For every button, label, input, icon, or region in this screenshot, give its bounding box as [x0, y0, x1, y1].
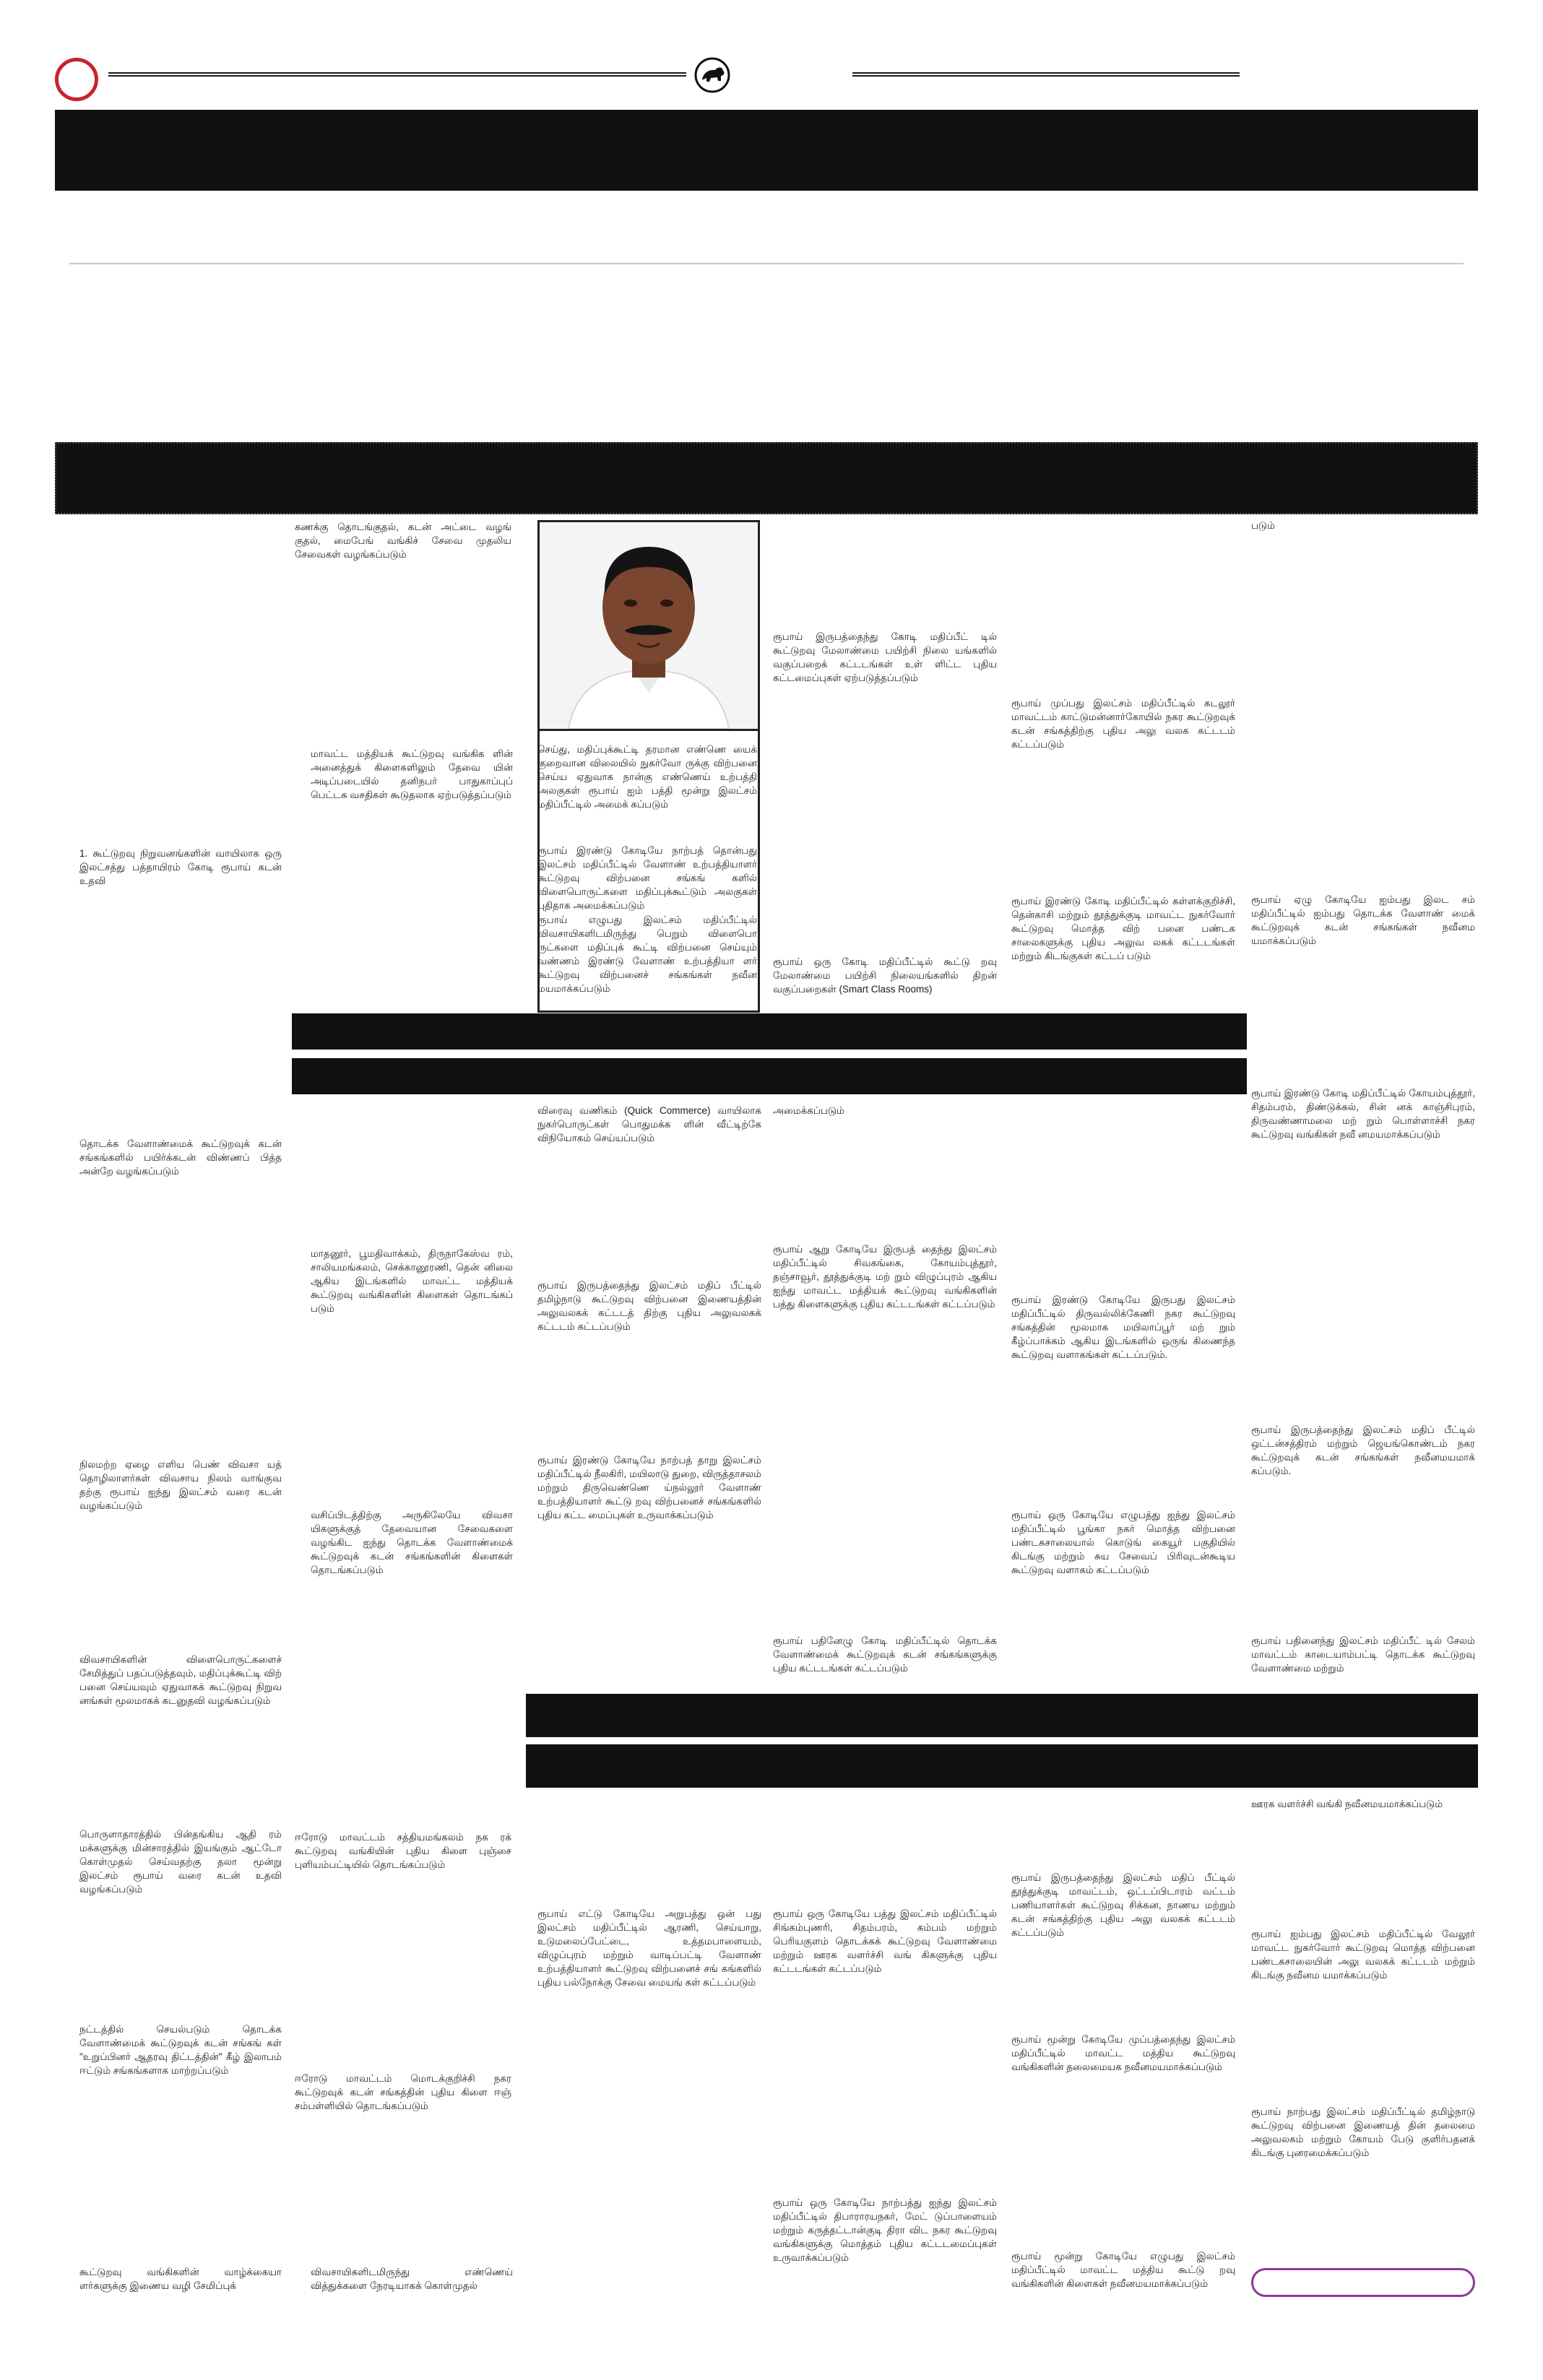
- mid-band-1: [292, 1013, 1247, 1050]
- news-item: ரூபாய் இரண்டு கோடியே நாற்பத் தாறு இலட்சம் மதிப்பீட்டில் நீலகிரி, மயிலாடு துறை, விருத்தாசலம் மற்றும் திருவெண்ணெ ய்நல்லூர் வேளாண் உற்பத்தியாளர் கூட்டு றவு விற்பனைச் சங்கங்களில் புதிய கட்ட மைப்புகள் உருவாக்கப்படும்: [537, 1455, 761, 1520]
- news-item: நட்டத்தில் செயல்படும் தொடக்க வேளாண்மைக் கூட்டுறவுக் கடன் சங்கங் கள் "உறுப்பினர் ஆதரவு திட்டத்தின்" கீழ் இலாபம் ஈட்டும் சங்கங்களாக மாற்றப்படும்: [79, 2024, 282, 2076]
- news-item: ஊரக வளர்ச்சி வங்கி நவீனமயமாக்கப்படும்: [1251, 1799, 1443, 1809]
- news-item: ரூபாய் எட்டு கோடியே அறுபத்து ஒன் பது இலட்சம் மதிப்பீட்டில் ஆரணி, செய்யாறு, உடுமலைப்பேட்டை, உத்தமபாளையம், விழுப்புரம் மற்றும் வாடிப்பட்டி வேளாண் உற்பத்தியாளர் கூட்டுறவு விற்பனைச் சங் கங்களில் புதிய பல்நோக்கு சேவை மையங் கள் கட்டப்படும்: [537, 1908, 761, 1988]
- news-item: ரூபாய் பதினைந்து இலட்சம் மதிப்பீட் டில் சேலம் மாவட்டம் காடையாம்பட்டி தொடக்க கூட்டுறவு வேளாண்மை மற்றும்: [1251, 1635, 1475, 1674]
- news-item: ஈரோடு மாவட்டம் சத்தியமங்கலம் நக ரக் கூட்டுறவு வங்கியின் புதிய கிளை புஞ்சை புளியம்பட்டியில் தொடங்கப்படும்: [295, 1832, 511, 1870]
- news-item: ரூபாய் பதினேழு கோடி மதிப்பீட்டில் தொடக்க வேளாண்மைக் கூட்டுறவுக் கடன் சங்கங்களுக்கு புதிய கட்டடங்கள் கட்டப்படும்: [773, 1635, 997, 1674]
- news-item: ரூபாய் இரண்டு கோடியே இருபது இலட்சம் மதிப்பீட்டில் திருவல்லிக்கேணி நகர கூட்டுறவு சங்கத்தின் மூலமாக மயிலாப்பூர் மற் றும் கீழ்ப்பாக்கம் ஆகிய இடங்களில் ஒருங் கிணைந்த கூட்டுறவு வளாகங்கள் கட்டப்படும்.: [1011, 1294, 1235, 1360]
- masthead-rule-left: [108, 72, 686, 77]
- footer-pill: [1251, 2268, 1475, 2297]
- news-item: ரூபாய் ஆறு கோடியே இருபத் தைந்து இலட்சம் மதிப்பீட்டில் சிவகங்கை, கோயம்புத்தூர், தஞ்சாவூர், தூத்துக்குடி மற் றும் விழுப்புரம் ஆகிய ஐந்து மாவட்ட மத்தியக் கூட்டுறவு வங்கிகளின் பத்து கிளைகளுக்கு புதிய கட்டடங்கள் கட்டப்படும்: [773, 1244, 997, 1310]
- header-divider: [69, 263, 1464, 264]
- portrait-photo: [537, 520, 760, 731]
- news-item: ரூபாய் இரண்டு கோடியே நாற்பத் தொன்பது இலட்சம் மதிப்பீட்டில் வேளாண் உற்பத்தியாளர் கூட்டுறவு விற்பனை சங்கங் களில் விளைபொருட்களை மதிப்புக்கூட்டும் அலகுகள் புதிதாக அமைக்கப்படும்: [537, 845, 757, 911]
- news-item: ரூபாய் மூன்று கோடியே எழுபது இலட்சம் மதிப்பீட்டில் மாவட்ட மத்திய கூட்டு றவு வங்கிகளின் கிளைகள் நவீனமயமாக்கப்படும்: [1011, 2251, 1235, 2289]
- lower-band-1: [526, 1694, 1478, 1737]
- news-item: படும்: [1251, 520, 1275, 531]
- news-item: விவசாயிகளிடமிருந்து எண்ணெய் வித்துக்களை நேரடியாகக் கொள்முதல்: [311, 2267, 513, 2291]
- news-item: ரூபாய் ஒரு கோடியே பத்து இலட்சம் மதிப்பீட்டில் சிங்கம்புணரி, சிதம்பரம், கம்பம் மற்றும் பெரியகுளம் தொடக்கக் கூட்டுறவு வேளாண்மை மற்றும் ஊரக வளர்ச்சி வங் கிகளுக்கு புதிய கட்டடங்கள் கட்டப்படும்: [773, 1908, 997, 1974]
- news-item: செய்து, மதிப்புக்கூட்டி தரமான எண்ணெ யைக் குறைவான விலையில் நுகர்வோ ருக்கு விற்பனை செய்ய ஏதுவாக நான்கு எண்ணெய் உற்பத்தி அலகுகள் ரூபாய் ஐம் பத்தி மூன்று இலட்சம் மதிப்பீட்டில் அமைக் கப்படும்: [537, 744, 757, 810]
- news-item: நிலமற்ற ஏழை எளிய பெண் விவசா யத் தொழிலாளர்கள் விவசாய நிலம் வாங்குவ தற்கு ரூபாய் ஐந்து இலட்சம் வரை கடன் வழங்கப்படும்: [79, 1459, 282, 1511]
- news-item: தொடக்க வேளாண்மைக் கூட்டுறவுக் கடன் சங்கங்களில் பயிர்க்கடன் விண்ணப் பித்த அன்றே வழங்கப்படும்: [79, 1138, 282, 1177]
- headline-band: [55, 110, 1478, 191]
- news-item: ரூபாய் மூன்று கோடியே முப்பத்தைந்து இலட்சம் மதிப்பீட்டில் மாவட்ட மத்திய கூட்டுறவு வங்கிகளின் தலைமையக நவீனமயமாக்கப்படும்: [1011, 2034, 1235, 2072]
- mid-band-2: [292, 1058, 1247, 1094]
- news-item: ரூபாய் இருபத்தைந்து இலட்சம் மதிப் பீட்டில் தமிழ்நாடு கூட்டுறவு விற்பனை இணையத்தின் அலுவலகக் கட்டடத் திற்கு புதிய அலுவலகக் கட்டடம் கட்டப்படும்: [537, 1280, 761, 1332]
- news-item: ரூபாய் ஒரு கோடியே நாற்பத்து ஐந்து இலட்சம் மதிப்பீட்டில் திபாராரயநகர், மேட் டுப்பாளையம் மற்றும் கருத்தட்டான்குடி திரா விட நகர கூட்டுறவு வங்கிகளுக்கு மொத்தம் புதிய கட்டடமைப்புகள் உருவாக்கப்படும்: [773, 2197, 997, 2263]
- masthead-rule-right: [852, 72, 1240, 77]
- animal-emblem-icon: [693, 56, 731, 94]
- news-item: கூட்டுறவு வங்கிகளின் வாழ்க்கையா ளர்களுக்கு இணைய வழி சேமிப்புக்: [79, 2267, 282, 2291]
- news-item: மாவட்ட மத்தியக் கூட்டுறவு வங்கிக ளின் அனைத்துக் கிளைகளிலும் தேவை யின் அடிப்படையில் தனிநபர் பாதுகாப்புப் பெட்டக வசதிகள் கூடுதலாக ஏற்படுத்தப்படும்: [311, 748, 513, 800]
- news-item: ரூபாய் ஏழு கோடியே ஐம்பது இலட சம் மதிப்பீட்டில் ஐம்பது தொடக்க வேளாண் மைக் கூட்டுறவுக் கடன் சங்கங்கள் நவீனம யமாக்கப்படும்: [1251, 894, 1475, 946]
- news-item: ரூபாய் ஒரு கோடி மதிப்பீட்டில் கூட்டு றவு மேலாண்மை பயிற்சி நிலையங்களில் திறன் வகுப்பறைகள் (Smart Class Rooms): [773, 956, 997, 995]
- portrait-illustration: [540, 522, 758, 729]
- news-item: வசிப்பிடத்திற்கு அருகிலேயே விவசா யிகளுக்குத் தேவையான சேவைகளை வழங்கிட ஐந்து தொடக்க வேளாண்மைக் கூட்டுறவுக் கடன் சங்கங்களின் கிளைகள் தொடங்கப்படும்: [311, 1510, 513, 1575]
- news-item: பொருளாதாரத்தில் பின்தங்கிய ஆதி ரம் மக்களுக்கு மின்சாரத்தில் இயங்கும் ஆட்டோ கொள்முதல் செய்வதற்கு தலா மூன்று இலட்சம் ரூபாய் வரை கடன் உதவி வழங்கப்படும்: [79, 1829, 282, 1895]
- news-item: கணக்கு தொடங்குதல், கடன் அட்டை வழங் குதல், மைபேங் வங்கிச் சேவை முதலிய சேவைகள் வழங்கப்படும்: [295, 522, 511, 560]
- masthead-logo: [55, 58, 98, 101]
- news-item: ரூபாய் நாற்பது இலட்சம் மதிப்பீட்டில் தமிழ்நாடு கூட்டுறவு விற்பனை இணையத் தின் தலைமை அலுவலகம் மற்றும் கோயம் பேடு குளிர்பதனக் கிடங்கு புனரமைக்கப்படும்: [1251, 2106, 1475, 2158]
- news-item: விவசாயிகளின் விளைபொருட்களைச் சேமித்துப் பதப்படுத்தவும், மதிப்புக்கூட்டி விற் பனை செய்யவும் ஏதுவாகக் கூட்டுறவு நிறுவ னங்கள் மூலமாகக் கடனுதவி வழங்கப்படும்: [79, 1654, 282, 1706]
- news-item: ரூபாய் ஒரு கோடியே எழுபத்து ஐந்து இலட்சம் மதிப்பீட்டில் பூங்கா நகர் மொத்த விற்பனை பண்டகசாலையால் கொடுங் கையூர் பகுதியில் கிடங்கு மற்றும் சுய சேவைப் பிரிவுடன்கூடிய கூட்டுறவு வளாகம் கட்டப்படும்: [1011, 1510, 1235, 1575]
- news-item: ரூபாய் இரண்டு கோடி மதிப்பீட்டில் கள்ளக்குறிச்சி, தென்காசி மற்றும் தூத்துக்குடி மாவட்ட நுகர்வோர் கூட்டுறவு மொத்த விற் பனை பண்டக சாலைகளுக்கு புதிய அலுவ லகக் கட்டடங்கள் மற்றும் கிடங்குகள் கட்டப் படும்: [1011, 896, 1235, 961]
- lower-band-2: [526, 1744, 1478, 1788]
- news-item: அமைக்கப்படும்: [773, 1105, 844, 1116]
- news-item: 1. கூட்டுறவு நிறுவனங்களின் வாயிலாக ஒரு இலட்சத்து பத்தாயிரம் கோடி ரூபாய் கடன் உதவி: [79, 848, 282, 886]
- section-band: [55, 442, 1478, 514]
- news-item: ரூபாய் இருபத்தைந்து கோடி மதிப்பீட் டில் கூட்டுறவு மேலாண்மை பயிற்சி நிலை யங்களில் வகுப்பறைக் கட்டடங்கள் உள் ளிட்ட புதிய கட்டமைப்புகள் ஏற்படுத்தப்படும்: [773, 631, 997, 683]
- news-item: ரூபாய் எழுபது இலட்சம் மதிப்பீட்டில் விவசாயிகளிடமிருந்து பெறும் விளைபொ ருட்களை மதிப்புக் கூட்டி விற்பனை செய்யும் வண்ணம் இரண்டு வேளாண் உற்பத்தியா ளர் கூட்டுறவு விற்பனைச் சங்கங்கள் நவீன மயமாக்கப்படும்: [537, 914, 757, 994]
- news-item: ரூபாய் இரண்டு கோடி மதிப்பீட்டில் கோயம்புத்தூர், சிதம்பரம், திண்டுக்கல், சின் னக் காஞ்சிபுரம், திருவண்ணாமலை மற் றும் பொள்ளாச்சி நகர கூட்டுறவு வங்கிகள் நவீ னமயமாக்கப்படும்: [1251, 1088, 1475, 1140]
- news-item: ஈரோடு மாவட்டம் மொடக்குறிச்சி நகர கூட்டுறவுக் கடன் சங்கத்தின் புதிய கிளை ஈஞ் சம்பள்ளியில் தொடங்கப்படும்: [295, 2073, 511, 2111]
- news-item: மாதனூர், பூமதிவாக்கம், திருநாகேஸ்வ ரம், சாலியமங்கலம், செக்கானூரணி, தென் னிலை ஆகிய இடங்களில் மாவட்ட மத்தியக் கூட்டுறவு வங்கிகளின் கிளைகள் தொடங்கப் படும்: [311, 1248, 513, 1314]
- news-item: ரூபாய் முப்பது இலட்சம் மதிப்பீட்டில் கடலூர் மாவட்டம் காட்டுமன்னார்கோயில் நகர கூட்டுறவுக் கடன் சங்கத்திற்கு புதிய அலு வலக கட்டடம் கட்டப்படும்: [1011, 698, 1235, 750]
- news-item: ரூபாய் ஐம்பது இலட்சம் மதிப்பீட்டில் வேலூர் மாவட்ட நுகர்வோர் கூட்டுறவு மொத்த விற்பனை பண்டகசாலையின் அலு வலகக் கட்டடம் மற்றும் கிடங்கு நவீனம யமாக்கப்படும்: [1251, 1929, 1475, 1981]
- news-item: ரூபாய் இருபத்தைந்து இலட்சம் மதிப் பீட்டில் ஒட்டன்சத்திரம் மற்றும் ஜெயங்கொண்டம் நகர கூட்டுறவுக் கடன் சங்கங்கள் நவீனமயமாக் கப்படும்.: [1251, 1424, 1475, 1476]
- news-item: விரைவு வணிகம் (Quick Commerce) வாயிலாக நுகர்பொருட்கள் பொதுமக்க ளின் வீட்டிற்கே விநியோகம் செய்யப்படும்: [537, 1105, 761, 1143]
- news-item: ரூபாய் இருபத்தைந்து இலட்சம் மதிப் பீட்டில் தூத்துக்குடி மாவட்டம், ஒட்டப்பிடாரம் வட்டம் பணியாளர்கள் கூட்டுறவு சிக்கன, நாணய மற்றும் கடன் சங்கத்திற்கு புதிய அலு வலகக் கட்டடம் கட்டப்படும்: [1011, 1872, 1235, 1938]
